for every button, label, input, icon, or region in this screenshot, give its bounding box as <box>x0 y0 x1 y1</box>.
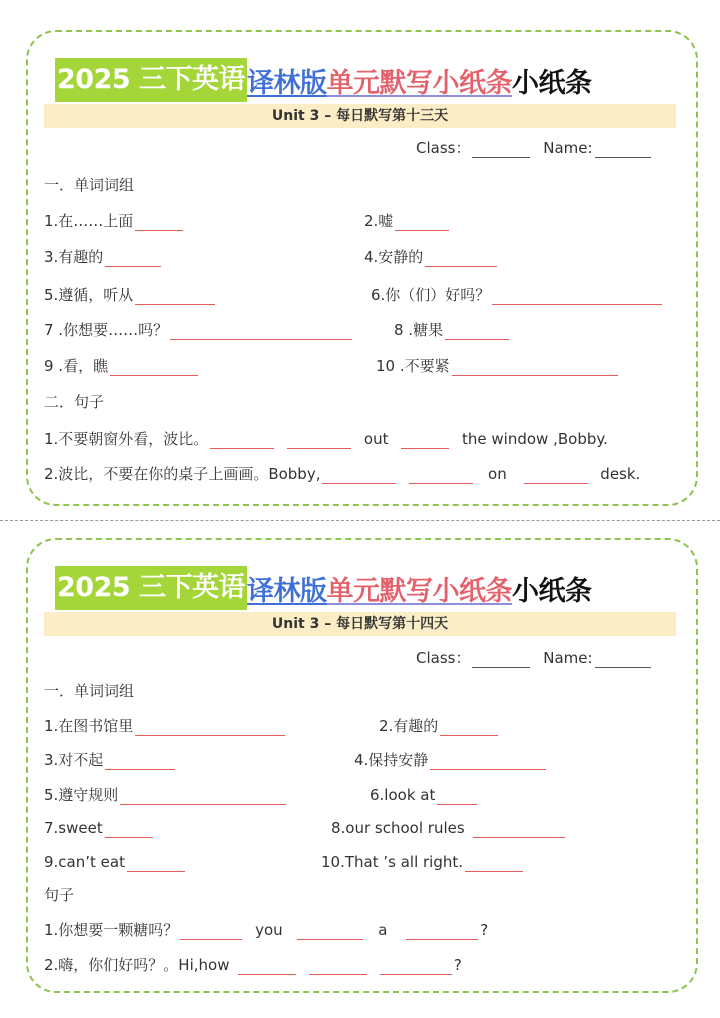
day-banner: Unit 3 – 每日默写第十三天 <box>44 104 676 128</box>
answer-blank[interactable] <box>238 958 296 975</box>
word-prompt: 6.look at <box>370 786 436 804</box>
worksheet-card-day13 <box>26 30 698 506</box>
word-prompt: 10 .不要紧 <box>376 357 450 375</box>
class-name-row <box>416 648 653 668</box>
class-label: Class： <box>416 139 471 157</box>
name-blank[interactable] <box>595 141 651 158</box>
name-blank[interactable] <box>595 651 651 668</box>
word-prompt: 10.That ’s all right. <box>321 853 464 871</box>
answer-blank[interactable] <box>401 432 449 449</box>
word-item <box>44 211 185 231</box>
title-edition: 译林版 <box>247 575 327 607</box>
answer-blank[interactable] <box>309 958 367 975</box>
sentence-word: you <box>255 921 283 939</box>
name-label: Name: <box>543 649 593 667</box>
answer-blank[interactable] <box>170 323 352 340</box>
worksheet-title <box>55 566 592 610</box>
section-words-heading: 一．单词词组 <box>44 682 135 700</box>
worksheet-title <box>55 58 592 102</box>
word-item <box>370 785 479 805</box>
title-unit-slip: 单元默写小纸条 <box>326 575 513 607</box>
answer-blank[interactable] <box>409 467 473 484</box>
answer-blank[interactable] <box>440 719 498 736</box>
answer-blank[interactable] <box>105 753 175 770</box>
word-item <box>331 818 567 838</box>
answer-blank[interactable] <box>297 923 363 940</box>
word-prompt: 6.你（们）好吗？ <box>371 286 491 304</box>
answer-blank[interactable] <box>380 958 452 975</box>
word-prompt: 4.保持安静 <box>354 751 429 769</box>
title-slip: 小纸条 <box>512 575 592 607</box>
word-item <box>379 716 500 736</box>
answer-blank[interactable] <box>524 467 588 484</box>
word-item <box>44 716 287 736</box>
answer-blank[interactable] <box>135 719 285 736</box>
word-item <box>376 356 620 376</box>
day-banner: Unit 3 – 每日默写第十四天 <box>44 612 676 636</box>
sentence-item <box>44 920 488 940</box>
title-unit-slip: 单元默写小纸条 <box>326 67 513 99</box>
answer-blank[interactable] <box>120 788 286 805</box>
word-item <box>44 785 288 805</box>
word-prompt: 4.安静的 <box>364 248 424 266</box>
worksheet-card-day14 <box>26 538 698 993</box>
word-item <box>321 852 525 872</box>
word-item <box>44 852 187 872</box>
answer-blank[interactable] <box>135 288 215 305</box>
class-name-row <box>416 138 653 158</box>
word-prompt: 3.有趣的 <box>44 248 104 266</box>
word-item <box>44 818 155 838</box>
word-item <box>394 320 511 340</box>
section-words-heading: 一．单词词组 <box>44 176 135 194</box>
section-sentences-heading: 二．句子 <box>44 393 105 411</box>
sentence-prompt: 2.波比，不要在你的桌子上画画。Bobby, <box>44 465 321 483</box>
word-item <box>44 247 163 267</box>
word-prompt: 8.our school rules <box>331 819 465 837</box>
sentence-word: the window ,Bobby. <box>462 430 608 448</box>
sentence-word: on <box>488 465 507 483</box>
word-prompt: 7.sweet <box>44 819 103 837</box>
answer-blank[interactable] <box>322 467 396 484</box>
title-year-grade: 2025 三下英语 <box>55 566 247 610</box>
answer-blank[interactable] <box>492 288 662 305</box>
answer-blank[interactable] <box>473 821 565 838</box>
answer-blank[interactable] <box>135 214 183 231</box>
class-label: Class： <box>416 649 471 667</box>
sentence-item <box>44 955 462 975</box>
word-item <box>44 750 177 770</box>
word-prompt: 2.有趣的 <box>379 717 439 735</box>
sentence-item <box>44 464 640 484</box>
word-prompt: 1.在图书馆里 <box>44 717 134 735</box>
word-prompt: 5.遵循，听从 <box>44 286 134 304</box>
answer-blank[interactable] <box>127 855 185 872</box>
sentence-word: ? <box>480 921 489 939</box>
sentence-prompt: 1.不要朝窗外看，波比。 <box>44 430 209 448</box>
word-prompt: 1.在……上面 <box>44 212 134 230</box>
word-prompt: 9 .看，瞧 <box>44 357 109 375</box>
word-prompt: 8 .糖果 <box>394 321 444 339</box>
answer-blank[interactable] <box>406 923 478 940</box>
sentence-prompt: 1.你想要一颗糖吗？ <box>44 921 179 939</box>
sentence-prompt: 2.嗨，你们好吗？。Hi,how <box>44 956 230 974</box>
word-item <box>44 356 200 376</box>
answer-blank[interactable] <box>430 753 546 770</box>
sentence-word: desk. <box>600 465 641 483</box>
cut-line-divider <box>0 520 720 521</box>
answer-blank[interactable] <box>180 923 242 940</box>
title-year-grade: 2025 三下英语 <box>55 58 247 102</box>
class-blank[interactable] <box>472 651 530 668</box>
answer-blank[interactable] <box>210 432 274 449</box>
word-item <box>44 285 217 305</box>
title-slip: 小纸条 <box>512 67 592 99</box>
word-prompt: 2.嘘 <box>364 212 394 230</box>
answer-blank[interactable] <box>395 214 449 231</box>
answer-blank[interactable] <box>105 821 153 838</box>
answer-blank[interactable] <box>425 250 497 267</box>
word-item <box>354 750 548 770</box>
sentence-word: out <box>363 430 389 448</box>
answer-blank[interactable] <box>287 432 351 449</box>
sentence-word: ? <box>453 956 462 974</box>
answer-blank[interactable] <box>452 359 618 376</box>
word-prompt: 7 .你想要……吗？ <box>44 321 169 339</box>
name-label: Name: <box>543 139 593 157</box>
word-prompt: 9.can’t eat <box>44 853 125 871</box>
section-sentences-heading: 句子 <box>44 886 75 904</box>
answer-blank[interactable] <box>445 323 509 340</box>
sentence-item <box>44 429 608 449</box>
title-edition: 译林版 <box>247 67 327 99</box>
word-item <box>364 247 499 267</box>
answer-blank[interactable] <box>437 788 477 805</box>
word-prompt: 5.遵守规则 <box>44 786 119 804</box>
word-item <box>44 320 354 340</box>
answer-blank[interactable] <box>105 250 161 267</box>
class-blank[interactable] <box>472 141 530 158</box>
answer-blank[interactable] <box>110 359 198 376</box>
word-prompt: 3.对不起 <box>44 751 104 769</box>
word-item <box>371 285 664 305</box>
word-item <box>364 211 451 231</box>
sentence-word: a <box>378 921 388 939</box>
answer-blank[interactable] <box>465 855 523 872</box>
